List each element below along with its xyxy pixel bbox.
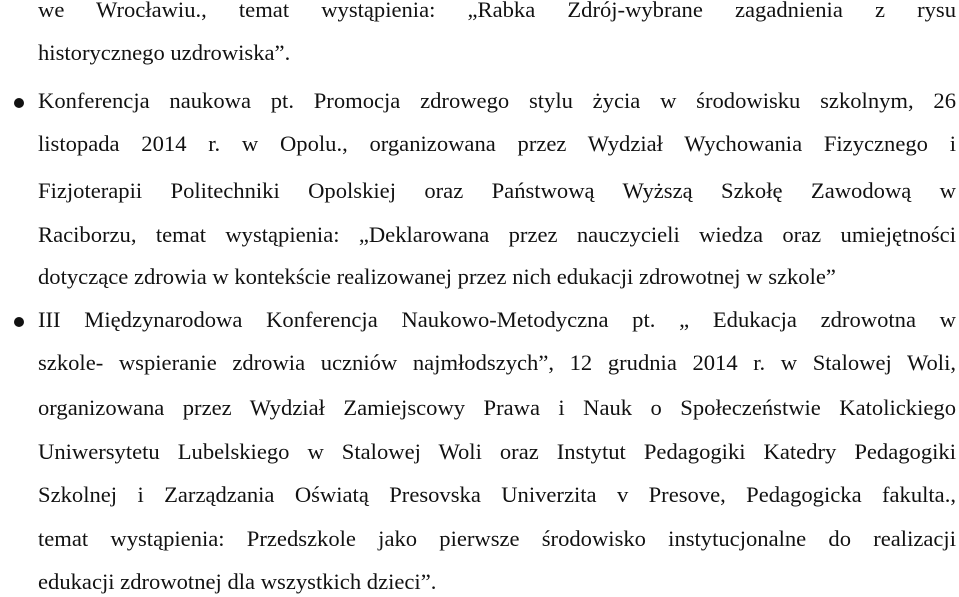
text-line-8: III Międzynarodowa Konferencja Naukowo-Metodyczna pt. „ Edukacja zdrowotna w: [38, 307, 956, 332]
text-line-12: Szkolnej i Zarządzania Oświatą Presovska Univerzita v Presove, Pedagogicka fakulta.,: [38, 482, 956, 507]
text-line-3: Konferencja naukowa pt. Promocja zdrowego stylu życia w środowisku szkolnym, 26: [38, 88, 956, 113]
bullet-icon: [14, 317, 24, 327]
text-line-5: Fizjoterapii Politechniki Opolskiej oraz Państwową Wyższą Szkołę Zawodową w: [38, 178, 956, 203]
text-line-1: we Wrocławiu., temat wystąpienia: „Rabka Zdrój-wybrane zagadnienia z rysu: [38, 0, 956, 22]
text-line-13: temat wystąpienia: Przedszkole jako pierwsze środowisko instytucjonalne do realizacji: [38, 526, 956, 551]
text-line-10: organizowana przez Wydział Zamiejscowy Prawa i Nauk o Społeczeństwie Katolickiego: [38, 395, 956, 420]
text-line-2: historycznego uzdrowiska”.: [38, 40, 291, 65]
text-line-9: szkole- wspieranie zdrowia uczniów najmłodszych”, 12 grudnia 2014 r. w Stalowej Woli,: [38, 350, 956, 375]
text-line-11: Uniwersytetu Lubelskiego w Stalowej Woli oraz Instytut Pedagogiki Katedry Pedagogiki: [38, 439, 956, 464]
bullet-icon: [14, 98, 24, 108]
text-line-14: edukacji zdrowotnej dla wszystkich dzieci”.: [38, 569, 437, 594]
text-line-7: dotyczące zdrowia w kontekście realizowanej przez nich edukacji zdrowotnej w szkole”: [38, 264, 836, 289]
text-line-4: listopada 2014 r. w Opolu., organizowana przez Wydział Wychowania Fizycznego i: [38, 131, 956, 156]
text-line-6: Raciborzu, temat wystąpienia: „Deklarowana przez nauczycieli wiedza oraz umiejętności: [38, 222, 956, 247]
